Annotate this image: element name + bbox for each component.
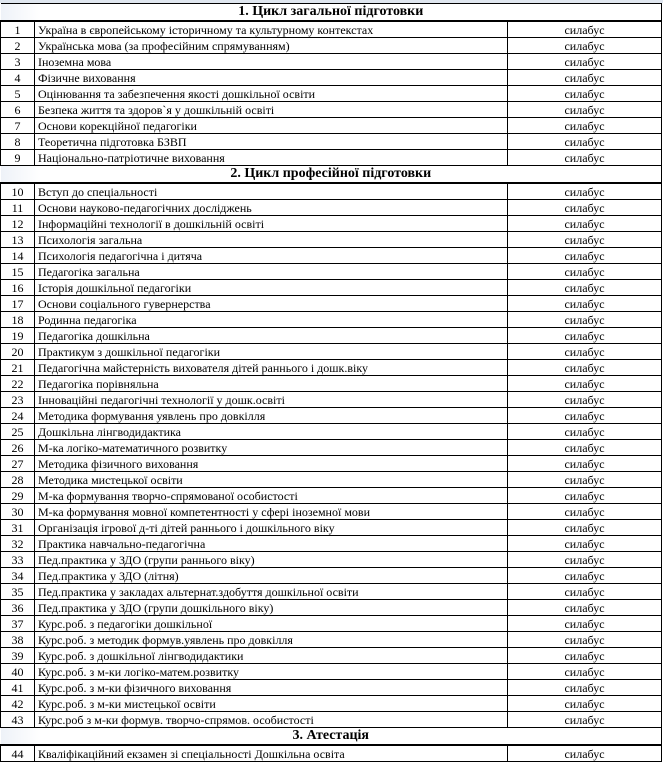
course-name: Теоретична підготовка БЗВП (35, 134, 508, 150)
course-number: 24 (1, 408, 35, 424)
course-row (1, 648, 662, 664)
course-number: 38 (1, 632, 35, 648)
syllabus-link[interactable]: силабус (564, 392, 605, 407)
syllabus-link[interactable]: силабус (564, 344, 605, 359)
syllabus-link[interactable]: силабус (564, 440, 605, 455)
course-name: Педагогічна майстерність вихователя дітей раннього і дошк.віку (35, 360, 508, 376)
course-number: 3 (1, 54, 35, 70)
course-name: Безпека життя та здоров`я у дошкільній освіті (35, 102, 508, 118)
syllabus-cell (508, 118, 662, 134)
course-row (1, 440, 662, 456)
course-name: Українська мова (за професійним спрямуванням) (35, 38, 508, 54)
syllabus-link[interactable]: силабус (564, 696, 605, 711)
course-row (1, 102, 662, 118)
course-row (1, 264, 662, 280)
course-number: 16 (1, 280, 35, 296)
syllabus-link[interactable]: силабус (564, 264, 605, 279)
syllabus-link[interactable]: силабус (564, 746, 605, 761)
syllabus-link[interactable]: силабус (564, 360, 605, 375)
course-number: 26 (1, 440, 35, 456)
course-row (1, 118, 662, 134)
course-row (1, 664, 662, 680)
syllabus-link[interactable]: силабус (564, 102, 605, 117)
syllabus-cell (508, 232, 662, 248)
course-row (1, 488, 662, 504)
syllabus-cell (508, 696, 662, 712)
course-name: Курс.роб. з м-ки мистецької освіти (35, 696, 508, 712)
course-number: 22 (1, 376, 35, 392)
course-row (1, 280, 662, 296)
course-name: М-ка формування творчо-спрямованої особистості (35, 488, 508, 504)
course-name: Методика фізичного виховання (35, 456, 508, 472)
course-row (1, 696, 662, 712)
course-number: 13 (1, 232, 35, 248)
syllabus-link[interactable]: силабус (564, 134, 605, 149)
course-number: 10 (1, 183, 35, 200)
course-name: Основи соціального гувернерства (35, 296, 508, 312)
syllabus-cell (508, 102, 662, 118)
course-number: 7 (1, 118, 35, 134)
syllabus-link[interactable]: силабус (564, 616, 605, 631)
syllabus-cell (508, 440, 662, 456)
course-row (1, 552, 662, 568)
syllabus-link[interactable]: силабус (564, 376, 605, 391)
syllabus-cell (508, 54, 662, 70)
course-number: 2 (1, 38, 35, 54)
course-number: 40 (1, 664, 35, 680)
course-number: 27 (1, 456, 35, 472)
syllabus-cell (508, 38, 662, 54)
syllabus-cell (508, 70, 662, 86)
syllabus-cell (508, 200, 662, 216)
section-title: 1. Цикл загальної підготовки (1, 4, 662, 22)
course-number: 41 (1, 680, 35, 696)
syllabus-link[interactable]: силабус (564, 632, 605, 647)
course-row (1, 232, 662, 248)
course-row (1, 745, 662, 762)
course-number: 35 (1, 584, 35, 600)
course-name: Інноваційні педагогічні технології у дошк.освіті (35, 392, 508, 408)
course-number: 23 (1, 392, 35, 408)
course-row (1, 408, 662, 424)
syllabus-link[interactable]: силабус (564, 296, 605, 311)
course-number: 37 (1, 616, 35, 632)
course-number: 8 (1, 134, 35, 150)
course-name: Пед.практика у закладах альтернат.здобуття дошкільної освіти (35, 584, 508, 600)
curriculum-table-body (1, 4, 662, 762)
course-row (1, 296, 662, 312)
syllabus-cell (508, 664, 662, 680)
course-row (1, 183, 662, 200)
syllabus-cell (508, 536, 662, 552)
syllabus-link[interactable]: силабус (564, 424, 605, 439)
syllabus-link[interactable]: силабус (564, 70, 605, 85)
syllabus-link[interactable]: силабус (564, 584, 605, 599)
course-name: Іноземна мова (35, 54, 508, 70)
course-number: 19 (1, 328, 35, 344)
syllabus-link[interactable]: силабус (564, 664, 605, 679)
syllabus-link[interactable]: силабус (564, 712, 605, 727)
course-name: Курс.роб. з м-ки логіко-матем.розвитку (35, 664, 508, 680)
course-number: 43 (1, 712, 35, 728)
course-name: Оцінювання та забезпечення якості дошкільної освіти (35, 86, 508, 102)
course-name: Пед.практика у ЗДО (групи раннього віку) (35, 552, 508, 568)
syllabus-link[interactable]: силабус (564, 520, 605, 535)
course-number: 25 (1, 424, 35, 440)
course-name: Пед.практика у ЗДО (літня) (35, 568, 508, 584)
course-row (1, 134, 662, 150)
syllabus-cell (508, 568, 662, 584)
course-name: Практикум з дошкільної педагогіки (35, 344, 508, 360)
syllabus-cell (508, 150, 662, 166)
syllabus-cell (508, 712, 662, 728)
syllabus-link[interactable]: силабус (564, 408, 605, 423)
syllabus-cell (508, 360, 662, 376)
syllabus-cell (508, 648, 662, 664)
syllabus-cell (508, 280, 662, 296)
syllabus-link[interactable]: силабус (564, 54, 605, 69)
course-row (1, 54, 662, 70)
course-name: Національно-патріотичне виховання (35, 150, 508, 166)
course-name: Курс.роб. з методик формув.уявлень про довкілля (35, 632, 508, 648)
syllabus-cell (508, 552, 662, 568)
syllabus-cell (508, 134, 662, 150)
course-name: Основи корекційної педагогіки (35, 118, 508, 134)
course-number: 44 (1, 745, 35, 762)
course-name: Родинна педагогіка (35, 312, 508, 328)
course-number: 5 (1, 86, 35, 102)
course-name: Курс.роб. з дошкільної лінгводидактики (35, 648, 508, 664)
syllabus-link[interactable]: силабус (564, 38, 605, 53)
syllabus-link[interactable]: силабус (564, 536, 605, 551)
course-row (1, 392, 662, 408)
course-row (1, 568, 662, 584)
course-name: Дошкільна лінгводидактика (35, 424, 508, 440)
course-number: 20 (1, 344, 35, 360)
syllabus-link[interactable]: силабус (564, 22, 605, 37)
syllabus-cell (508, 600, 662, 616)
course-name: М-ка логіко-математичного розвитку (35, 440, 508, 456)
course-number: 36 (1, 600, 35, 616)
syllabus-cell (508, 392, 662, 408)
course-row (1, 344, 662, 360)
course-name: Інформаційні технології в дошкільній освіті (35, 216, 508, 232)
syllabus-link[interactable]: силабус (564, 200, 605, 215)
course-number: 21 (1, 360, 35, 376)
course-row (1, 70, 662, 86)
course-row (1, 216, 662, 232)
syllabus-cell (508, 376, 662, 392)
syllabus-link[interactable]: силабус (564, 552, 605, 567)
syllabus-cell (508, 472, 662, 488)
syllabus-cell (508, 296, 662, 312)
syllabus-cell (508, 408, 662, 424)
syllabus-link[interactable]: силабус (564, 456, 605, 471)
course-number: 39 (1, 648, 35, 664)
syllabus-cell (508, 456, 662, 472)
course-name: Історія дошкільної педагогіки (35, 280, 508, 296)
syllabus-link[interactable]: силабус (564, 312, 605, 327)
syllabus-link[interactable]: силабус (564, 504, 605, 519)
course-row (1, 616, 662, 632)
course-row (1, 456, 662, 472)
course-row (1, 424, 662, 440)
course-number: 1 (1, 21, 35, 38)
course-name: Курс.роб з м-ки формув. творчо-спрямов. особистості (35, 712, 508, 728)
syllabus-cell (508, 424, 662, 440)
syllabus-link[interactable]: силабус (564, 184, 605, 199)
syllabus-link[interactable]: силабус (564, 328, 605, 343)
course-number: 33 (1, 552, 35, 568)
course-number: 34 (1, 568, 35, 584)
syllabus-cell (508, 248, 662, 264)
course-row (1, 504, 662, 520)
course-name: Методика мистецької освіти (35, 472, 508, 488)
syllabus-cell (508, 264, 662, 280)
syllabus-cell (508, 328, 662, 344)
course-number: 32 (1, 536, 35, 552)
syllabus-cell (508, 632, 662, 648)
course-name: Практика навчально-педагогічна (35, 536, 508, 552)
course-name: Фізичне виховання (35, 70, 508, 86)
course-name: Психологія педагогічна і дитяча (35, 248, 508, 264)
section-header-row (1, 728, 662, 746)
course-row (1, 520, 662, 536)
section-title: 2. Цикл професійної підготовки (1, 166, 662, 184)
section-header-row (1, 166, 662, 184)
syllabus-link[interactable]: силабус (564, 680, 605, 695)
syllabus-link[interactable]: силабус (564, 150, 605, 165)
course-number: 9 (1, 150, 35, 166)
course-name: Педагогіка загальна (35, 264, 508, 280)
course-name: Курс.роб. з педагогіки дошкільної (35, 616, 508, 632)
syllabus-link[interactable]: силабус (564, 216, 605, 231)
course-number: 17 (1, 296, 35, 312)
course-number: 31 (1, 520, 35, 536)
course-row (1, 600, 662, 616)
course-number: 6 (1, 102, 35, 118)
syllabus-cell (508, 680, 662, 696)
section-title: 3. Атестація (1, 728, 662, 746)
course-row (1, 248, 662, 264)
syllabus-cell (508, 584, 662, 600)
course-name: М-ка формування мовної компетентності у сфері іноземної мови (35, 504, 508, 520)
course-number: 4 (1, 70, 35, 86)
course-number: 28 (1, 472, 35, 488)
course-name: Вступ до спеціальності (35, 183, 508, 200)
course-row (1, 150, 662, 166)
course-name: Організація ігрової д-ті дітей раннього і дошкільного віку (35, 520, 508, 536)
course-row (1, 472, 662, 488)
course-name: Методика формування уявлень про довкілля (35, 408, 508, 424)
course-number: 15 (1, 264, 35, 280)
course-row (1, 86, 662, 102)
course-number: 12 (1, 216, 35, 232)
syllabus-cell (508, 520, 662, 536)
course-number: 14 (1, 248, 35, 264)
syllabus-cell (508, 344, 662, 360)
syllabus-link[interactable]: силабус (564, 232, 605, 247)
course-name: Курс.роб. з м-ки фізичного виховання (35, 680, 508, 696)
course-number: 30 (1, 504, 35, 520)
course-row (1, 360, 662, 376)
syllabus-cell (508, 745, 662, 762)
course-name: Україна в європейському історичному та культурному контекстах (35, 21, 508, 38)
course-row (1, 376, 662, 392)
syllabus-link[interactable]: силабус (564, 600, 605, 615)
curriculum-table (0, 3, 662, 762)
syllabus-cell (508, 504, 662, 520)
syllabus-link[interactable]: силабус (564, 568, 605, 583)
course-name: Психологія загальна (35, 232, 508, 248)
syllabus-link[interactable]: силабус (564, 488, 605, 503)
course-row (1, 632, 662, 648)
syllabus-link[interactable]: силабус (564, 86, 605, 101)
course-number: 29 (1, 488, 35, 504)
syllabus-link[interactable]: силабус (564, 648, 605, 663)
course-row (1, 200, 662, 216)
course-name: Пед.практика у ЗДО (групи дошкільного віку) (35, 600, 508, 616)
course-name: Педагогіка порівняльна (35, 376, 508, 392)
syllabus-cell (508, 312, 662, 328)
course-name: Кваліфікаційний екзамен зі спеціальності Дошкільна освіта (35, 745, 508, 762)
course-number: 11 (1, 200, 35, 216)
syllabus-link[interactable]: силабус (564, 248, 605, 263)
course-row (1, 584, 662, 600)
syllabus-cell (508, 86, 662, 102)
course-row (1, 312, 662, 328)
course-row (1, 712, 662, 728)
syllabus-cell (508, 488, 662, 504)
course-row (1, 21, 662, 38)
syllabus-cell (508, 616, 662, 632)
course-number: 18 (1, 312, 35, 328)
course-name: Педагогіка дошкільна (35, 328, 508, 344)
syllabus-cell (508, 183, 662, 200)
course-row (1, 328, 662, 344)
syllabus-cell (508, 216, 662, 232)
section-header-row (1, 4, 662, 22)
course-name: Основи науково-педагогічних досліджень (35, 200, 508, 216)
syllabus-link[interactable]: силабус (564, 280, 605, 295)
course-row (1, 38, 662, 54)
syllabus-link[interactable]: силабус (564, 118, 605, 133)
course-row (1, 536, 662, 552)
course-number: 42 (1, 696, 35, 712)
syllabus-link[interactable]: силабус (564, 472, 605, 487)
course-row (1, 680, 662, 696)
syllabus-cell (508, 21, 662, 38)
